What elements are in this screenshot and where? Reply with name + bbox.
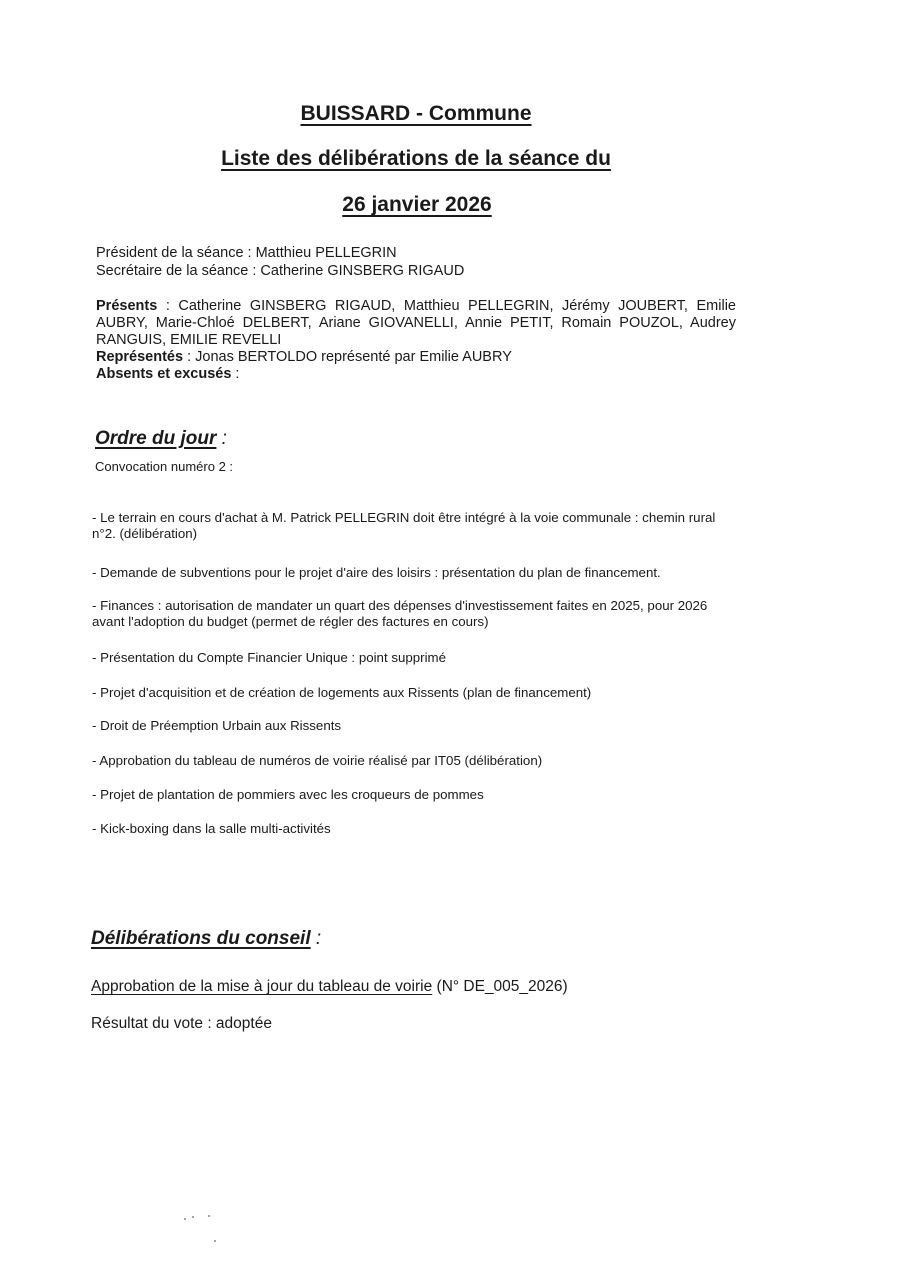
document-title-date: 26 janvier 2026 <box>342 193 492 216</box>
deliberations-heading-colon: : <box>310 928 322 949</box>
presents-text: : Catherine GINSBERG RIGAUD, Matthieu PELLEGRIN, Jérémy JOUBERT, Emilie AUBRY, Marie-Chloé DELBERT, Ariane GIOVANELLI, Annie PETIT, Romain POUZOL, Audrey RANGUIS, EMILIE REVELLI <box>96 298 736 348</box>
absents-text: : <box>231 366 240 382</box>
representes-text: : Jonas BERTOLDO représenté par Emilie AUBRY <box>183 349 512 365</box>
agenda-heading-text: Ordre du jour <box>95 428 217 449</box>
deliberation-title: Approbation de la mise à jour du tableau de voirie <box>91 978 433 995</box>
deliberation-number: (N° DE_005_2026) <box>436 978 568 995</box>
deliberation-item <box>91 978 568 996</box>
presents-line <box>96 298 736 349</box>
representes-label: Représentés <box>96 349 184 365</box>
agenda-heading-colon: : <box>216 428 227 449</box>
session-secretary: Secrétaire de la séance : Catherine GINSBERG RIGAUD <box>96 263 465 279</box>
document-title-commune: BUISSARD - Commune <box>300 102 532 125</box>
presents-label: Présents <box>96 298 158 314</box>
convocation-number: Convocation numéro 2 : <box>95 459 234 474</box>
agenda-item: - Projet d'acquisition et de création de logements aux Rissents (plan de financement) <box>92 685 592 700</box>
deliberations-heading-text: Délibérations du conseil <box>91 928 311 949</box>
agenda-item: - Droit de Préemption Urbain aux Rissents <box>92 718 342 733</box>
agenda-item: - Le terrain en cours d'achat à M. Patrick PELLEGRIN doit être intégré à la voie communale : chemin rural n°2. (délibération) <box>92 510 716 541</box>
absents-label: Absents et excusés <box>96 366 232 382</box>
representes-line <box>96 349 736 366</box>
absents-line <box>96 366 736 383</box>
agenda-item: - Projet de plantation de pommiers avec les croqueurs de pommes <box>92 787 484 802</box>
agenda-item: - Kick-boxing dans la salle multi-activités <box>92 821 331 836</box>
session-president: Président de la séance : Matthieu PELLEGRIN <box>96 245 397 261</box>
agenda-item: - Présentation du Compte Financier Unique : point supprimé <box>92 650 447 665</box>
agenda-item: - Demande de subventions pour le projet d'aire des loisirs : présentation du plan de financement. <box>92 565 661 580</box>
document-title-list: Liste des délibérations de la séance du <box>221 147 611 170</box>
agenda-heading <box>95 428 227 450</box>
agenda-item: - Approbation du tableau de numéros de voirie réalisé par IT05 (délibération) <box>92 753 543 768</box>
scan-specks <box>182 1214 222 1244</box>
deliberation-result: Résultat du vote : adoptée <box>91 1015 272 1032</box>
attendance-block <box>96 298 736 383</box>
agenda-item: - Finances : autorisation de mandater un quart des dépenses d'investissement faites en 2025, pour 2026 avant l'adoption du budget (permet de régler des factures en cours) <box>92 598 708 629</box>
deliberations-heading <box>91 928 321 950</box>
